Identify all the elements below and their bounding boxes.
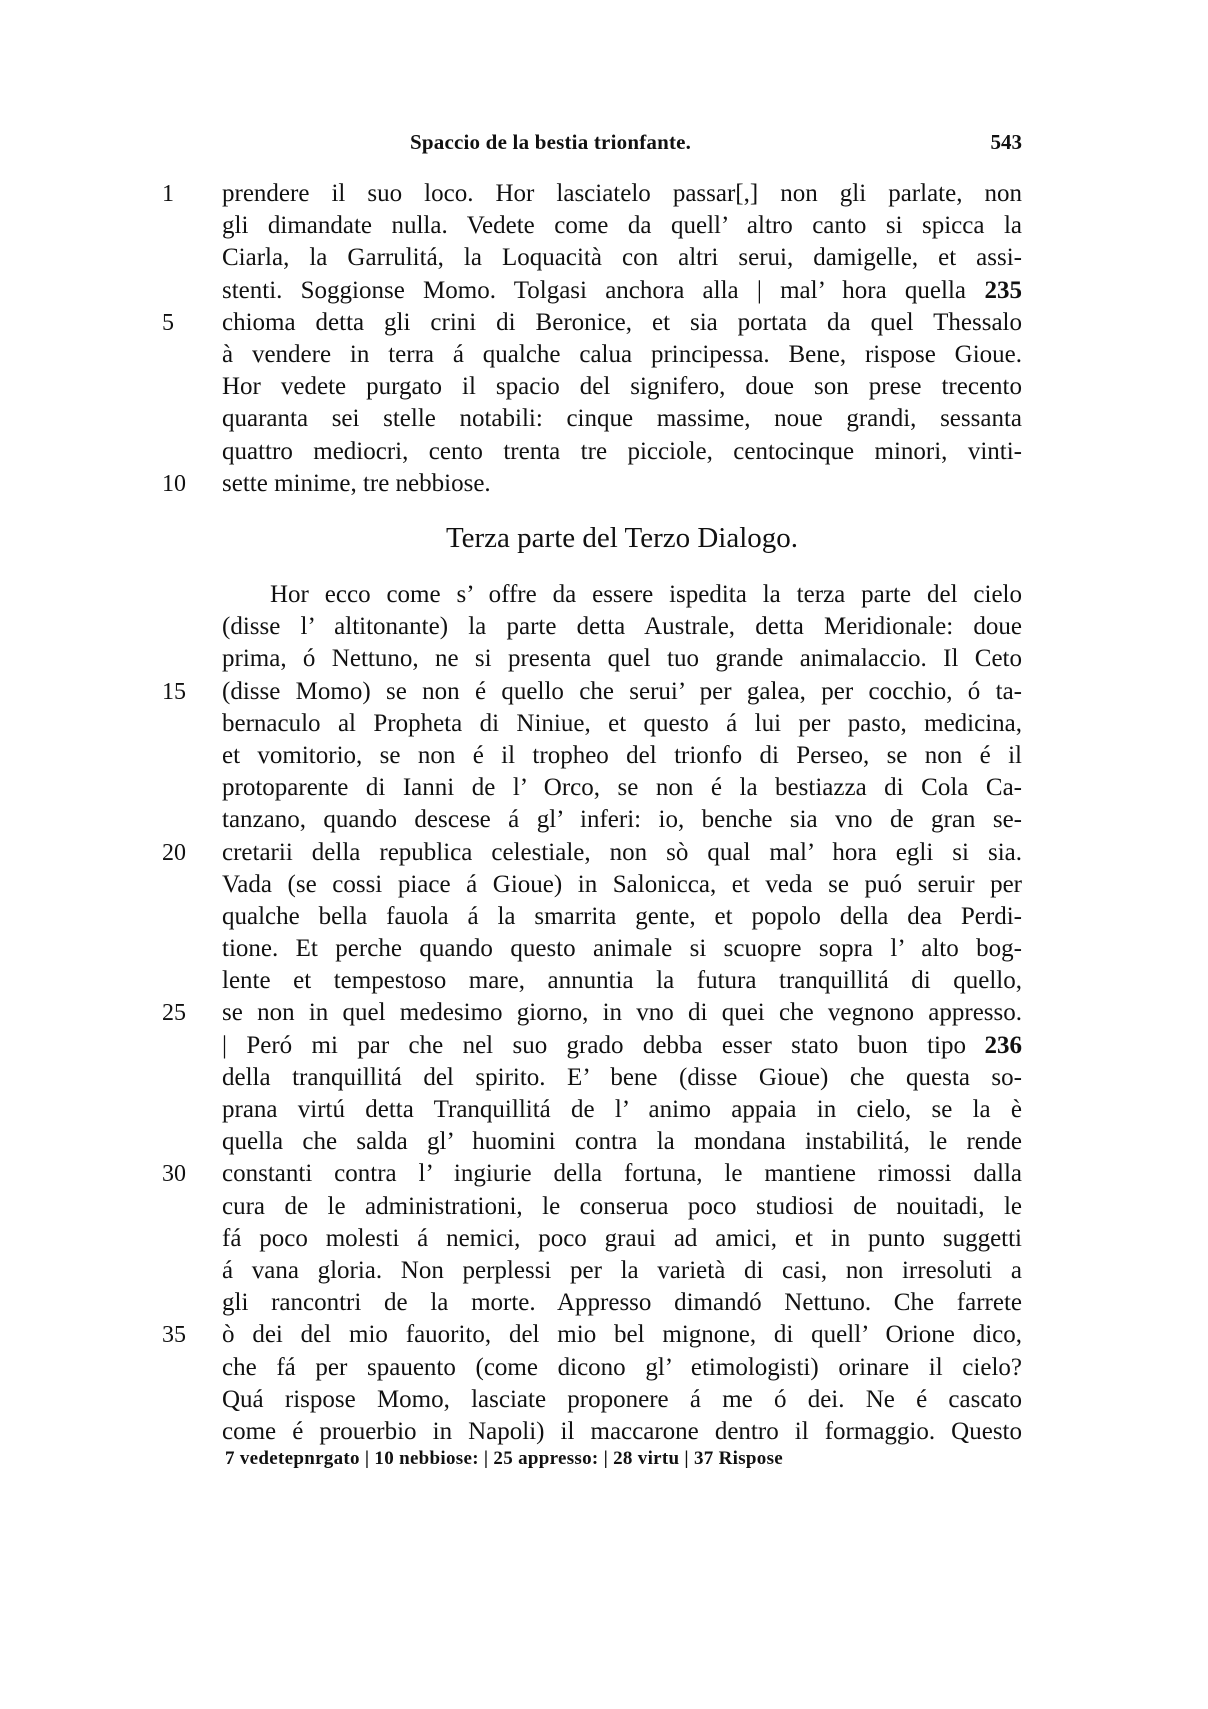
text-line bbox=[222, 1287, 1022, 1319]
text-block-2 bbox=[162, 579, 1022, 1448]
line-text: quella che salda gl’ huomini contra la mondana instabilitá, le rende bbox=[222, 1128, 1022, 1156]
text-line bbox=[222, 804, 1022, 836]
margin-page-reference: 236 bbox=[984, 1031, 1022, 1059]
line-text: gli rancontri de la morte. Appresso dimandó Nettuno. Che farrete bbox=[222, 1289, 1022, 1317]
text-block-1 bbox=[162, 178, 1022, 500]
line-number: 10 bbox=[162, 470, 186, 497]
line-text: cura de le administrationi, le conserua poco studiosi de nouitadi, le bbox=[222, 1192, 1022, 1220]
line-text: protoparente di Ianni de l’ Orco, se non é la bestiazza di Cola Ca- bbox=[222, 774, 1022, 802]
line-text: prana virtú detta Tranquillitá de l’ animo appaia in cielo, se la è bbox=[222, 1096, 1022, 1123]
line-text: Hor vedete purgato il spacio del signifero, doue son prese trecento bbox=[222, 373, 1022, 401]
line-number: 1 bbox=[162, 181, 174, 207]
text-line bbox=[222, 1384, 1022, 1416]
text-line bbox=[222, 1416, 1022, 1448]
running-head-title: Spaccio de la bestia trionfante. bbox=[410, 130, 692, 154]
line-text: se non in quel medesimo giorno, in vno di quei che vegnono appresso. bbox=[222, 999, 1022, 1027]
line-text: à vendere in terra á qualche calua principessa. Bene, rispose Gioue. bbox=[222, 340, 1022, 368]
line-text: prima, ó Nettuno, ne si presenta quel tuo grande animalaccio. Il Ceto bbox=[222, 645, 1022, 673]
line-text: Ciarla, la Garrulitá, la Loquacità con altri serui, damigelle, et assi- bbox=[222, 244, 1022, 272]
text-line bbox=[222, 772, 1022, 804]
line-number: 30 bbox=[162, 1161, 186, 1188]
text-line bbox=[162, 1319, 1022, 1351]
line-number: 5 bbox=[162, 309, 174, 336]
line-text: chioma detta gli crini di Beronice, et sia portata da quel Thessalo bbox=[222, 308, 1022, 336]
text-line bbox=[222, 1255, 1022, 1287]
text-line bbox=[222, 339, 1022, 371]
text-line bbox=[162, 307, 1022, 339]
section-heading: Terza parte del Terzo Dialogo. bbox=[445, 522, 799, 554]
line-text: lente et tempestoso mare, annuntia la futura tranquillitá di quello, bbox=[222, 967, 1022, 995]
line-text: sette minime, tre nebbiose. bbox=[222, 469, 491, 497]
line-text: bernaculo al Propheta di Niniue, et questo á lui per pasto, medicina, bbox=[222, 709, 1022, 737]
text-line bbox=[222, 643, 1022, 675]
line-text: tanzano, quando descese á gl’ inferi: io, benche sia vno de gran se- bbox=[222, 806, 1022, 834]
line-text: quattro mediocri, cento trenta tre picciole, centocinque minori, vinti- bbox=[222, 437, 1022, 465]
line-text: cretarii della republica celestiale, non sò qual mal’ hora egli si sia. bbox=[222, 838, 1022, 866]
text-line bbox=[222, 1352, 1022, 1384]
page-number: 543 bbox=[990, 130, 1022, 154]
line-text: della tranquillitá del spirito. E’ bene (disse Gioue) che questa so- bbox=[222, 1063, 1022, 1091]
line-text: á vana gloria. Non perplessi per la varietà di casi, non irresoluti a bbox=[222, 1256, 1022, 1284]
line-text: constanti contra l’ ingiurie della fortuna, le mantiene rimossi dalla bbox=[222, 1160, 1022, 1188]
text-line bbox=[222, 1094, 1022, 1126]
line-text: come é prouerbio in Napoli) il maccarone dentro il formaggio. Questo bbox=[222, 1417, 1022, 1445]
text-line bbox=[162, 468, 1022, 500]
line-text: gli dimandate nulla. Vedete come da quell’ altro canto si spicca la bbox=[222, 212, 1022, 240]
text-line bbox=[162, 676, 1022, 708]
text-line bbox=[222, 933, 1022, 965]
text-line bbox=[222, 403, 1022, 435]
text-line bbox=[222, 1126, 1022, 1158]
text-line bbox=[222, 740, 1022, 772]
text-line bbox=[162, 1158, 1022, 1190]
line-text: tione. Et perche quando questo animale si scuopre sopra l’ alto bog- bbox=[222, 935, 1022, 963]
line-text: stenti. Soggionse Momo. Tolgasi anchora alla | mal’ hora quella bbox=[222, 276, 966, 304]
line-text: Hor ecco come s’ offre da essere ispedita la terza parte del cielo bbox=[270, 581, 1022, 608]
line-number: 15 bbox=[162, 678, 186, 705]
line-text: Quá rispose Momo, lasciate proponere á me ó dei. Ne é cascato bbox=[222, 1385, 1022, 1413]
line-text: ò dei del mio fauorito, del mio bel mignone, di quell’ Orione dico, bbox=[222, 1321, 1022, 1349]
text-line bbox=[222, 210, 1022, 242]
text-line bbox=[222, 371, 1022, 403]
text-line bbox=[222, 901, 1022, 933]
line-text: (disse l’ altitonante) la parte detta Australe, detta Meridionale: doue bbox=[222, 613, 1022, 641]
text-line bbox=[222, 242, 1022, 274]
line-text: (disse Momo) se non é quello che serui’ per galea, per cocchio, ó ta- bbox=[222, 677, 1022, 705]
line-number: 25 bbox=[162, 1000, 186, 1027]
text-line bbox=[222, 869, 1022, 901]
text-line bbox=[222, 1191, 1022, 1223]
line-number: 20 bbox=[162, 839, 186, 866]
text-line bbox=[222, 1062, 1022, 1094]
text-line bbox=[222, 436, 1022, 468]
text-line bbox=[162, 178, 1022, 210]
line-text: et vomitorio, se non é il tropheo del trionfo di Perseo, se non é il bbox=[222, 741, 1022, 769]
line-text: Vada (se cossi piace á Gioue) in Salonicca, et veda se puó seruir per bbox=[222, 870, 1022, 898]
text-line bbox=[162, 997, 1022, 1029]
text-line bbox=[222, 1030, 1022, 1062]
margin-page-reference: 235 bbox=[984, 276, 1022, 304]
line-text: fá poco molesti á nemici, poco graui ad amici, et in punto suggetti bbox=[222, 1224, 1022, 1252]
line-text: qualche bella fauola á la smarrita gente, et popolo della dea Perdi- bbox=[222, 902, 1022, 930]
text-line bbox=[222, 611, 1022, 643]
text-line bbox=[162, 837, 1022, 869]
line-text: prendere il suo loco. Hor lasciatelo passar[,] non gli parlate, non bbox=[222, 180, 1022, 207]
line-text: che fá per spauento (come dicono gl’ etimologisti) orinare il cielo? bbox=[222, 1353, 1022, 1381]
line-text: quaranta sei stelle notabili: cinque massime, noue grandi, sessanta bbox=[222, 405, 1022, 433]
critical-apparatus: 7 vedetepnrgato | 10 nebbiose: | 25 appresso: | 28 virtu | 37 Rispose bbox=[225, 1448, 784, 1469]
text-line bbox=[222, 579, 1022, 611]
line-text: | Peró mi par che nel suo grado debba esser stato buon tipo bbox=[222, 1031, 966, 1059]
text-line bbox=[222, 965, 1022, 997]
line-number: 35 bbox=[162, 1322, 186, 1349]
text-line bbox=[222, 708, 1022, 740]
text-line bbox=[222, 275, 1022, 307]
text-line bbox=[222, 1223, 1022, 1255]
